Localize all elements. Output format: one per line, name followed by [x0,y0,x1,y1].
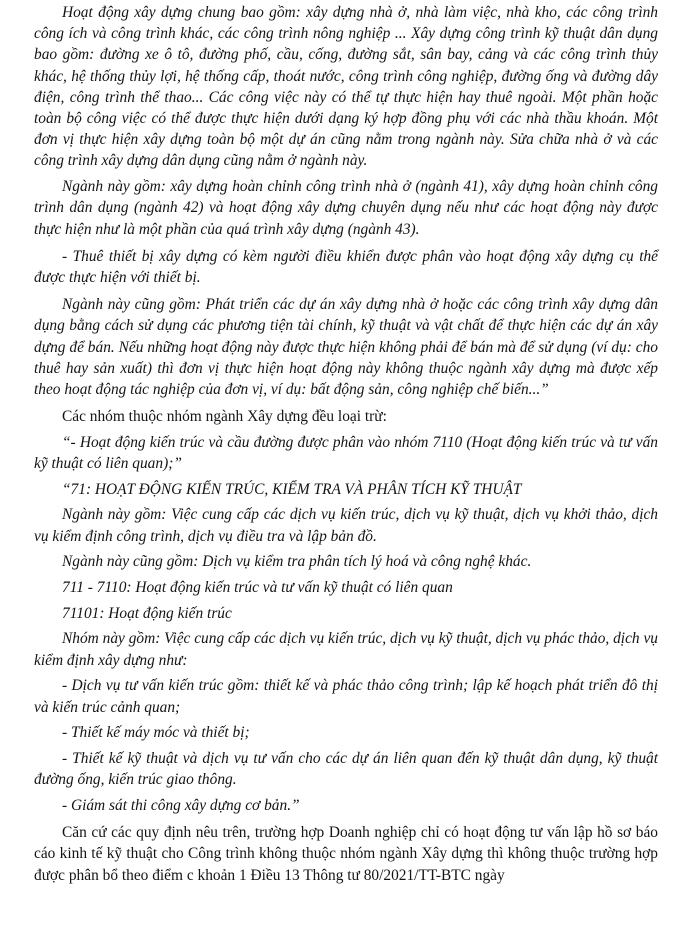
paragraph-exclusion-architecture: “- Hoạt động kiến trúc và cầu đường được phân vào nhóm 7110 (Hoạt động kiến trúc và tư vấn kỹ thuật có liên quan);” [34,433,658,473]
code-711-7110: 711 - 7110: Hoạt động kiến trúc và tư vấn kỹ thuật có liên quan [62,579,453,597]
paragraph-industry-includes: Ngành này gồm: xây dựng hoàn chỉnh công trình nhà ở (ngành 41), xây dựng hoàn chỉnh công trình dân dụng (ngành 42) và hoạt động xây dựng chuyên dụng nếu như các hoạt động này được thực hiện như là một phần của quá trình xây dựng (ngành 43). [34,178,658,238]
list-item-machine-design: - Thiết kế máy móc và thiết bị; [62,724,250,742]
paragraph-equipment-rental: - Thuê thiết bị xây dựng có kèm người điều khiển được phân vào hoạt động xây dựng cụ thể được thực hiện với thiết bị. [34,247,658,286]
code-71101: 71101: Hoạt động kiến trúc [62,604,232,622]
paragraph-conclusion: Căn cứ các quy định nêu trên, trường hợp Doanh nghiệp chỉ có hoạt động tư vấn lập hồ sơ báo cáo kinh tế kỹ thuật cho Công trình không thuộc nhóm ngành Xây dựng thì không thuộc trường hợp được phân bổ theo điểm c khoản 1 Điều 13 Thông tư 80/2021/TT-BTC ngày [34,824,658,884]
paragraph-group-includes: Nhóm này gồm: Việc cung cấp các dịch vụ kiến trúc, dịch vụ kỹ thuật, dịch vụ phác thảo, dịch vụ kiểm định xây dựng như: [34,630,658,669]
paragraph-general-construction: Hoạt động xây dựng chung bao gồm: xây dựng nhà ở, nhà làm việc, nhà kho, các công trình công ích và công trình khác, các công trình nông nghiệp ... Xây dựng công trình kỹ thuật dân dụng bao gồm: đường xe ô tô, đường phố, cầu, cống, đường sắt, sân bay, cảng và các công trình thủy khác, hệ thống thủy lợi, hệ thống cấp, thoát nước, công trình công nghiệp, đường ống và đường dây điện, công trình thể thao... Các công việc này có thể tự thực hiện hay thuê ngoài. Một phần hoặc toàn bộ công việc có thể được thực hiện dưới dạng ký hợp đồng phụ với các nhà thầu khoán. Một đơn vị thực hiện xây dựng toàn bộ một dự án cũng nằm trong ngành này. Sửa chữa nhà ở và các công trình xây dựng dân dụng cũng nằm ở ngành này. [34,4,658,170]
paragraph-industry-also-includes: Ngành này cũng gồm: Phát triển các dự án xây dựng nhà ở hoặc các công trình xây dựng dân dụng bằng cách sử dụng các phương tiện tài chính, kỹ thuật và vật chất để thực hiện các dự án xây dựng để bán. Nếu những hoạt động này được thực hiện không phải để bán mà để sử dụng (ví dụ: cho thuê hay sản xuất) thì đơn vị thực hiện hoạt động này không thuộc ngành xây dựng mà được xếp theo hoạt động tác nghiệp của đơn vị, ví dụ: bất động sản, công nghiệp chế biến...” [34,296,658,398]
paragraph-exclusions-intro: Các nhóm thuộc nhóm ngành Xây dựng đều loại trừ: [62,408,387,426]
paragraph-71-also-includes: Ngành này cũng gồm: Dịch vụ kiểm tra phân tích lý hoá và công nghệ khác. [62,553,532,571]
list-item-construction-supervision: - Giám sát thi công xây dựng cơ bản.” [62,796,300,814]
list-item-technical-design: - Thiết kế kỹ thuật và dịch vụ tư vấn cho các dự án liên quan đến kỹ thuật dân dụng, kỹ thuật đường ống, kiến trúc giao thông. [34,750,658,789]
list-item-architecture-consulting: - Dịch vụ tư vấn kiến trúc gồm: thiết kế và phác thảo công trình; lập kế hoạch phát triển đô thị và kiến trúc cảnh quan; [34,677,658,716]
paragraph-71-includes: Ngành này gồm: Việc cung cấp các dịch vụ kiến trúc, dịch vụ kỹ thuật, dịch vụ khởi thảo, dịch vụ kiểm định công trình, dịch vụ điều tra và lập bản đồ. [34,506,658,545]
section-heading-71: “71: HOẠT ĐỘNG KIẾN TRÚC, KIỂM TRA VÀ PHÂN TÍCH KỸ THUẬT [62,480,522,498]
